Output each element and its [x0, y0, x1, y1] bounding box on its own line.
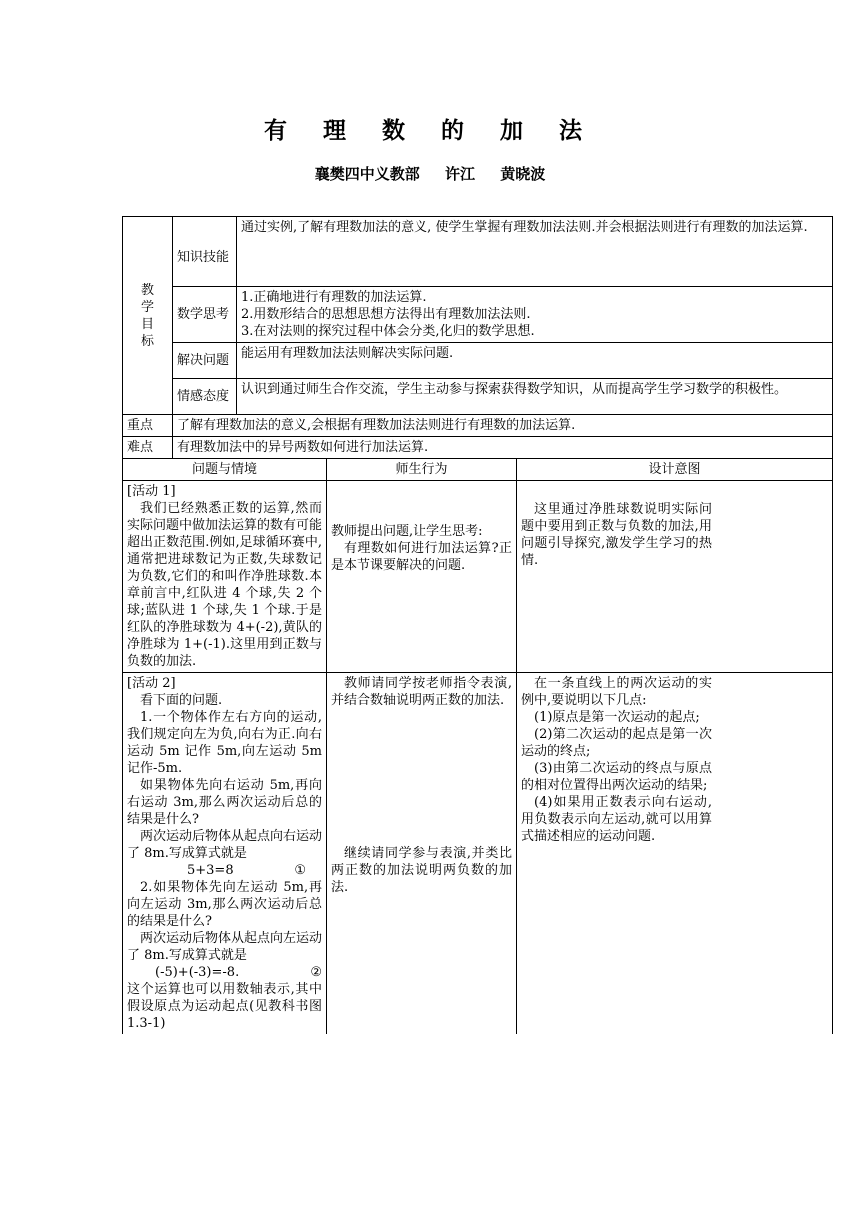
goal-label — [173, 379, 237, 415]
design-intent: 这里通过净胜球数说明实际问题中要用到正数与负数的加法,用问题引导探究,激发学生学习的热情. — [521, 502, 712, 568]
activity2-teacher — [327, 673, 517, 1035]
goal-label-text: 知识技能 — [177, 250, 230, 265]
goal-row — [123, 287, 833, 343]
goal-label-text: 情感态度 — [177, 389, 230, 404]
goal-label — [173, 343, 237, 379]
design-intent-point: (1)原点是第一次运动的起点; — [534, 710, 700, 725]
key-point-text: 了解有理数加法的意义,会根据有理数加法法则进行有理数的加法运算. — [177, 418, 576, 433]
goal-content-text: 能运用有理数加法法则解决实际问题. — [241, 346, 454, 361]
equation-text: (-5)+(-3)=-8. — [155, 965, 240, 980]
activity-text: 看下面的问题. — [140, 693, 223, 708]
equation-number: ② — [310, 965, 322, 980]
goal-content-text: 认识到通过师生合作交流，学生主动参与探索获得数学知识，从而提高学生学习数学的积极性。 — [241, 382, 788, 397]
equation-2 — [127, 964, 322, 981]
teacher-action: 有理数如何进行加法运算?正是本节课要解决的问题. — [331, 541, 512, 573]
column-header — [123, 459, 327, 481]
activity-tag: [活动 2] — [127, 676, 176, 691]
activity-tag: [活动 1] — [127, 484, 176, 499]
difficulty-label-text: 难点 — [127, 440, 154, 455]
equation-1 — [127, 862, 322, 879]
goal-line: 1.正确地进行有理数的加法运算. — [241, 290, 427, 305]
activity-row — [123, 481, 833, 673]
goal-row — [123, 379, 833, 415]
activity-text: 如果物体先向右运动 5m,再向右运动 3m,那么两次运动后总的结果是什么? — [127, 778, 322, 827]
goal-content — [237, 217, 833, 287]
goal-content — [237, 379, 833, 415]
column-header-text: 问题与情境 — [191, 462, 257, 477]
goal-label — [173, 217, 237, 287]
key-point-label — [123, 415, 173, 437]
teacher-action: 教师请同学按老师指令表演,并结合数轴说明两正数的加法. — [331, 676, 512, 708]
activity-text: 我们已经熟悉正数的运算,然而实际问题中做加法运算的数有可能超出正数范围.例如,足球循环赛中,通常把进球数记为正数,失球数记为负数,它们的和叫作净胜球数.本章前言中,红队进 4 个球,失 2 个球;蓝队进 1 个球,失 1 个球.于是红队的净胜球数为 4+(-2),黄队的净胜球为 1+(-1).这里用到正数与负数的加法. — [127, 501, 323, 669]
goal-line: 3.在对法则的探究过程中体会分类,化归的数学思想. — [241, 324, 535, 339]
activity1-teacher — [327, 481, 517, 673]
goal-content — [237, 343, 833, 379]
activity-row — [123, 673, 833, 1035]
goal-content — [237, 287, 833, 343]
column-header — [517, 459, 833, 481]
goal-content-text: 通过实例,了解有理数加法的意义, 使学生掌握有理数加法法则.并会根据法则进行有理数的加法运算. — [241, 220, 808, 235]
goals-header-text: 教学目标 — [140, 282, 154, 349]
author-line — [0, 163, 860, 184]
activity-text: 2.如果物体先向左运动 5m,再向左运动 3m,那么两次运动后总的结果是什么? — [127, 880, 322, 929]
teacher-action: 教师提出问题,让学生思考: — [331, 524, 483, 539]
activity-text: 两次运动后物体从起点向右运动了 8m.写成算式就是 — [127, 829, 323, 861]
difficulty-text: 有理数加法中的异号两数如何进行加法运算. — [177, 440, 429, 455]
page-title: 有 理 数 的 加 法 — [263, 118, 597, 144]
design-intent: 在一条直线上的两次运动的实例中,要说明以下几点: — [521, 676, 712, 708]
activity-text: 这个运算也可以用数轴表示,其中假设原点为运动起点(见教科书图 1.3-1) — [127, 982, 322, 1031]
activity1-situation — [123, 481, 327, 673]
author-name: 黄晓波 — [500, 165, 546, 183]
goal-label — [173, 287, 237, 343]
lesson-plan-table — [122, 216, 833, 1034]
column-header-text: 师生行为 — [395, 462, 448, 477]
school-name: 襄樊四中义教部 — [314, 165, 420, 183]
key-point-content — [173, 415, 833, 437]
activity2-situation — [123, 673, 327, 1035]
design-intent-point: (4)如果用正数表示向右运动,用负数表示向左运动,就可以用算式描述相应的运动问题. — [521, 795, 712, 844]
column-header — [327, 459, 517, 481]
activity-text: 两次运动后物体从起点向左运动了 8m.写成算式就是 — [127, 931, 323, 963]
goal-row — [123, 217, 833, 287]
activity-text: 1.一个物体作左右方向的运动,我们规定向左为负,向右为正.向右运动 5m 记作 5m,向左运动 5m 记作-5m. — [127, 710, 322, 776]
goals-header — [123, 217, 173, 415]
goal-label-text: 数学思考 — [177, 307, 230, 322]
key-point-label-text: 重点 — [127, 418, 154, 433]
goal-label-text: 解决问题 — [177, 353, 230, 368]
equation-text: 5+3=8 — [187, 863, 234, 878]
activity1-intent — [517, 481, 833, 673]
column-header-text: 设计意图 — [648, 462, 701, 477]
goal-row — [123, 343, 833, 379]
key-point-row — [123, 415, 833, 437]
difficulty-content — [173, 437, 833, 459]
equation-number: ① — [294, 863, 306, 878]
activity2-intent — [517, 673, 833, 1035]
design-intent-point: (2)第二次运动的起点是第一次运动的终点; — [521, 727, 712, 759]
teacher-action: 继续请同学参与表演,并类比两正数的加法说明两负数的加法. — [331, 846, 512, 895]
difficulty-label — [123, 437, 173, 459]
design-intent-point: (3)由第二次运动的终点与原点的相对位置得出两次运动的结果; — [521, 761, 712, 793]
column-header-row — [123, 459, 833, 481]
author-name: 许江 — [444, 165, 475, 183]
goal-line: 2.用数形结合的思想思想方法得出有理数加法法则. — [241, 307, 531, 322]
difficulty-row — [123, 437, 833, 459]
